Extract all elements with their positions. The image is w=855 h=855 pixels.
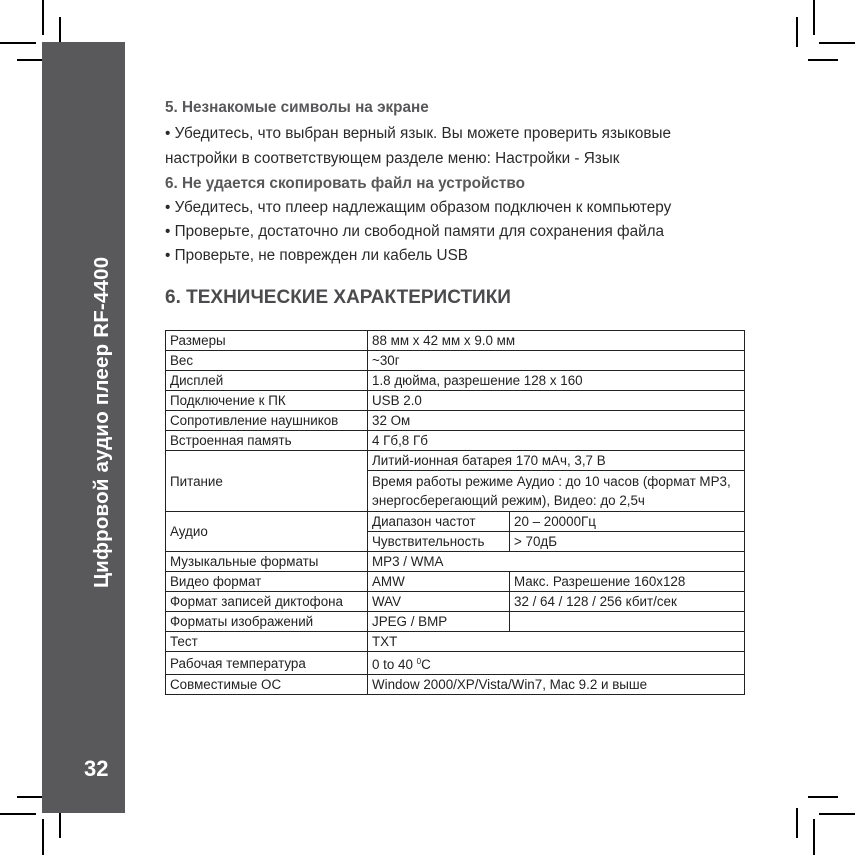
- spec-value: 4 Гб,8 Гб: [368, 431, 745, 451]
- spec-label: Форматы изображений: [166, 612, 368, 632]
- specs-table: [165, 330, 745, 695]
- crop-mark: [0, 42, 36, 44]
- spec-value: > 70дБ: [510, 532, 745, 552]
- table-row: [166, 675, 745, 695]
- spec-label: Музыкальные форматы: [166, 552, 368, 572]
- spec-label: Сопротивление наушников: [166, 411, 368, 431]
- crop-mark: [808, 796, 838, 798]
- spec-value: TXT: [368, 632, 745, 652]
- table-row: [166, 451, 745, 471]
- temp-prefix: 0 to 40: [372, 657, 417, 672]
- spec-label: Видео формат: [166, 572, 368, 592]
- spec-label: Встроенная память: [166, 431, 368, 451]
- table-row: [166, 331, 745, 351]
- crop-mark: [42, 819, 44, 855]
- item-5-line: • Убедитесь, что выбран верный язык. Вы можете проверить языковые: [165, 125, 671, 142]
- table-row: [166, 652, 745, 675]
- spec-value: ~30г: [368, 351, 745, 371]
- temp-degree: 0: [416, 657, 422, 666]
- table-row: [166, 632, 745, 652]
- item-6-line: • Проверьте, достаточно ли свободной памяти для сохранения файла: [165, 223, 665, 240]
- spec-value: 32 Ом: [368, 411, 745, 431]
- sidebar-title: Цифровой аудио плеер RF-4400: [90, 256, 113, 588]
- crop-mark: [796, 17, 798, 47]
- crop-mark: [819, 813, 855, 815]
- item-6-line: • Убедитесь, что плеер надлежащим образом подключен к компьютеру: [165, 199, 672, 216]
- spec-value: USB 2.0: [368, 391, 745, 411]
- table-row: [166, 592, 745, 612]
- spec-label: Совместимые ОС: [166, 675, 368, 695]
- spec-label: Тест: [166, 632, 368, 652]
- spec-label: Вес: [166, 351, 368, 371]
- spec-value: MP3 / WMA: [368, 552, 745, 572]
- spec-label: Подключение к ПК: [166, 391, 368, 411]
- spec-value: Литий-ионная батарея 170 мАч, 3,7 В: [368, 451, 745, 471]
- crop-mark: [796, 808, 798, 838]
- crop-mark: [0, 813, 36, 815]
- spec-value: [368, 652, 745, 675]
- table-row: [166, 512, 745, 532]
- crop-mark: [42, 0, 44, 35]
- table-row: [166, 431, 745, 451]
- crop-mark: [819, 42, 855, 44]
- spec-value: AMW: [368, 572, 510, 592]
- spec-value: Время работы режиме Аудио : до 10 часов (формат МР3, энергосберегающий режим), Видео: до 2,5ч: [368, 471, 745, 512]
- page-number: 32: [84, 756, 109, 781]
- spec-value: Window 2000/XP/Vista/Win7, Mac 9.2 и выше: [368, 675, 745, 695]
- item-5-heading: 5. Незнакомые символы на экране: [165, 99, 429, 116]
- spec-label: Аудио: [166, 512, 368, 552]
- spec-extra: Макс. Разрешение 160x128: [510, 572, 745, 592]
- spec-extra: [510, 612, 745, 632]
- table-row: [166, 371, 745, 391]
- crop-mark: [808, 59, 838, 61]
- crop-mark: [813, 819, 815, 855]
- spec-value: 88 мм x 42 мм x 9.0 мм: [368, 331, 745, 351]
- table-row: [166, 351, 745, 371]
- spec-label: Рабочая температура: [166, 652, 368, 675]
- spec-extra: 32 / 64 / 128 / 256 кбит/сек: [510, 592, 745, 612]
- table-row: [166, 411, 745, 431]
- spec-label: Питание: [166, 451, 368, 512]
- table-row: [166, 572, 745, 592]
- item-6-heading: 6. Не удается скопировать файл на устройство: [165, 175, 525, 192]
- spec-sublabel: Чувствительность: [368, 532, 510, 552]
- spec-value: 1.8 дюйма, разрешение 128 x 160: [368, 371, 745, 391]
- table-row: [166, 552, 745, 572]
- temp-unit: C: [421, 657, 431, 672]
- spec-label: Дисплей: [166, 371, 368, 391]
- table-row: [166, 391, 745, 411]
- spec-value: WAV: [368, 592, 510, 612]
- spec-label: Размеры: [166, 331, 368, 351]
- item-6-line: • Проверьте, не поврежден ли кабель USB: [165, 247, 468, 264]
- crop-mark: [813, 0, 815, 35]
- spec-value: 20 – 20000Гц: [510, 512, 745, 532]
- specs-title: 6. ТЕХНИЧЕСКИЕ ХАРАКТЕРИСТИКИ: [165, 287, 511, 308]
- spec-label: Формат записей диктофона: [166, 592, 368, 612]
- item-5-line: настройки в соответствующем разделе меню: Настройки - Язык: [165, 150, 620, 167]
- spec-sublabel: Диапазон частот: [368, 512, 510, 532]
- table-row: [166, 612, 745, 632]
- spec-value: JPEG / BMP: [368, 612, 510, 632]
